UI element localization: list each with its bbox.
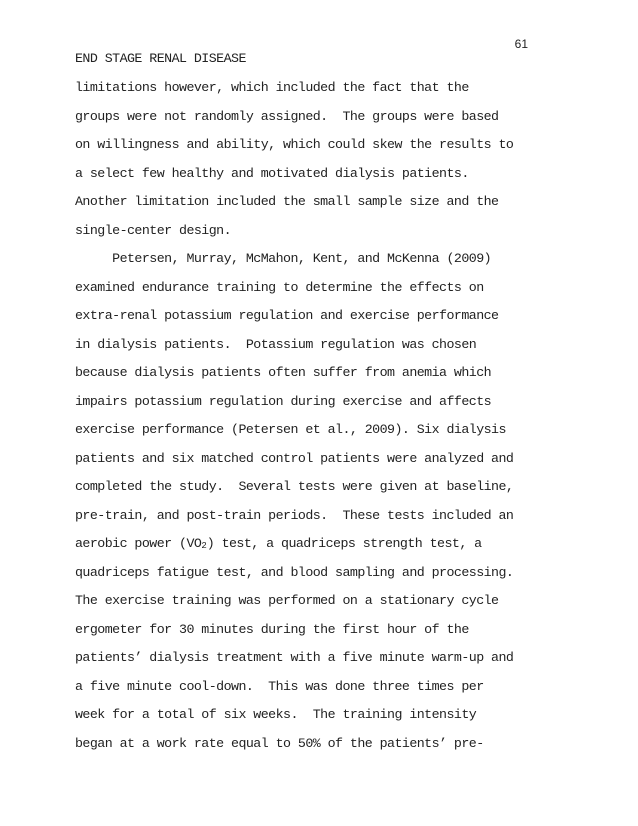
paragraph-start-line: Petersen, Murray, McMahon, Kent, and McKenna (2009) [75,251,492,266]
vo2-subscript: 2 [201,541,207,551]
vo2-text-line [75,535,545,564]
text-line: week for a total of six weeks. The training intensity [75,707,477,722]
text-line: single-center design. [75,222,232,238]
text-line: quadriceps fatigue test, and blood sampling and processing. [75,564,514,580]
text-line: pre-train, and post-train periods. These tests included an [75,507,514,523]
text-line: completed the study. Several tests were given at baseline, [75,479,514,494]
vo2-line-before: aerobic power (VO [75,536,202,551]
body-text [75,79,545,763]
text-line: exercise performance (Petersen et al., 2009). Six dialysis [75,422,506,437]
text-line: examined endurance training to determine the effects on [75,279,484,295]
text-line: a five minute cool-down. This was done three times per [75,678,484,694]
text-line: groups were not randomly assigned. The groups were based [75,108,499,124]
running-head: END STAGE RENAL DISEASE [75,51,246,66]
text-line: patients and six matched control patients were analyzed and [75,450,514,466]
text-line: Another limitation included the small sample size and the [75,194,499,209]
vo2-line-after: ) test, a quadriceps strength test, a [206,536,482,551]
text-line: a select few healthy and motivated dialysis patients. [75,165,469,181]
text-line: extra-renal potassium regulation and exercise performance [75,308,499,323]
text-line: ergometer for 30 minutes during the first hour of the [75,621,469,637]
text-line: began at a work rate equal to 50% of the patients’ pre- [75,735,484,751]
text-line: in dialysis patients. Potassium regulation was chosen [75,336,477,352]
page-number: 61 [514,37,528,51]
text-line: because dialysis patients often suffer from anemia which [75,365,492,380]
text-line: on willingness and ability, which could skew the results to [75,137,514,152]
text-line: impairs potassium regulation during exercise and affects [75,393,492,409]
text-line: patients’ dialysis treatment with a five minute warm-up and [75,650,514,665]
text-line: limitations however, which included the fact that the [75,80,469,95]
text-line: The exercise training was performed on a stationary cycle [75,593,499,608]
